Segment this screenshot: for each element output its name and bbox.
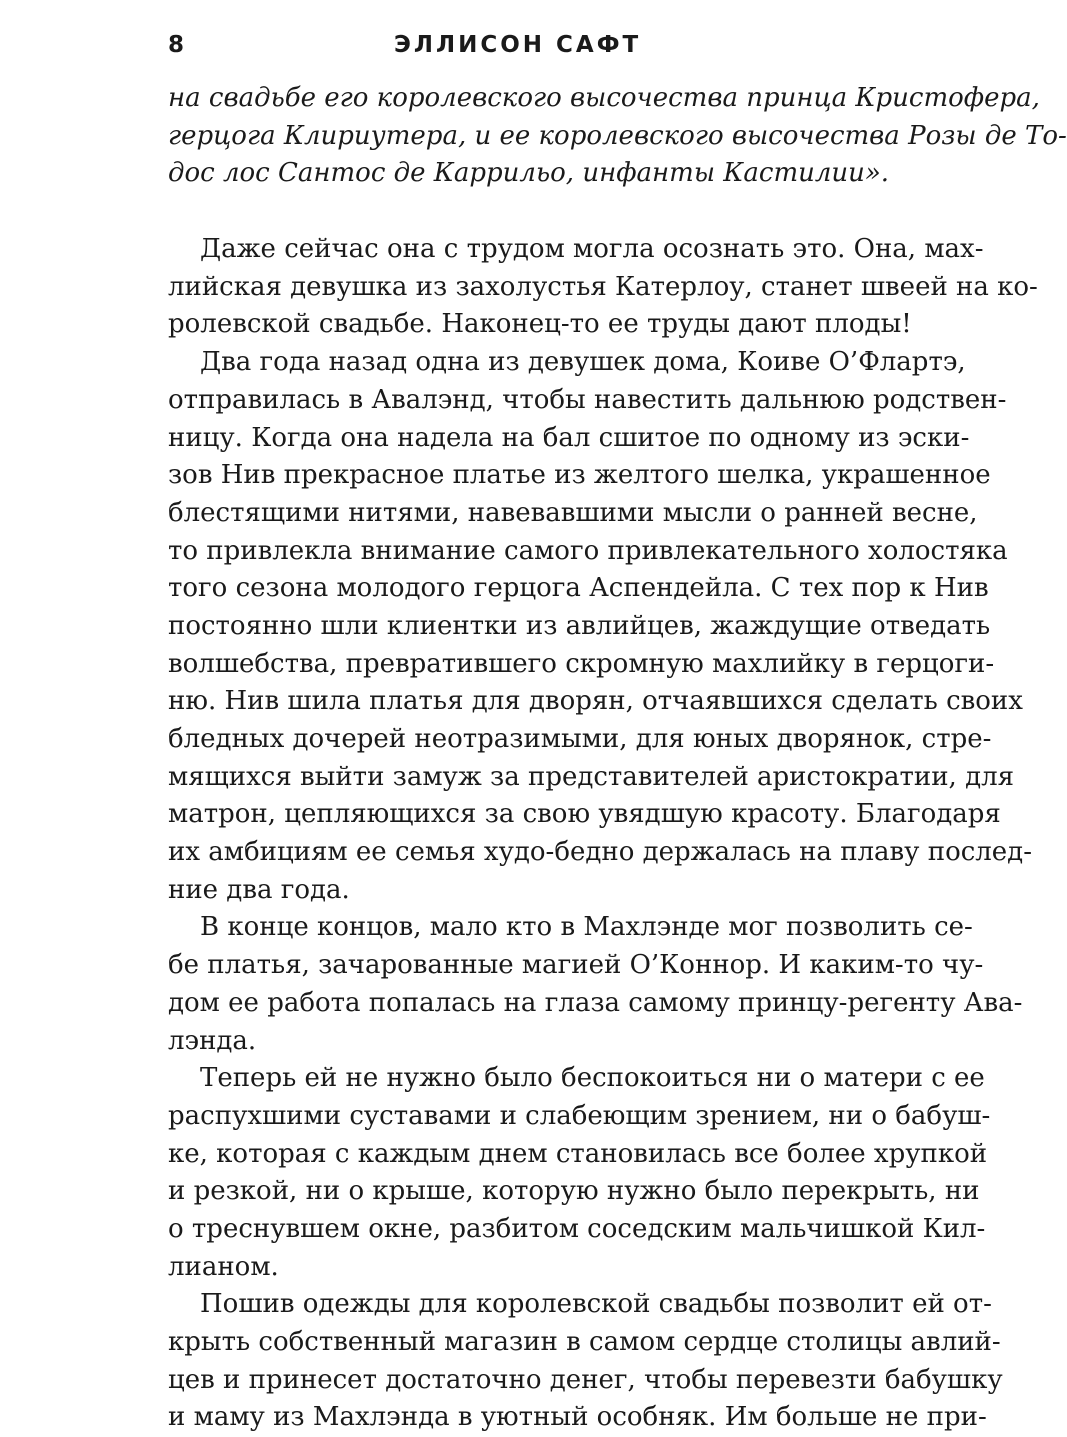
text-line: Теперь ей не нужно было беспокоиться ни о матери с ее: [200, 1063, 985, 1094]
text-line: и маму из Махлэнда в уютный особняк. Им больше не при-: [168, 1402, 987, 1433]
paragraph: [168, 909, 1023, 1060]
text-line: зов Нив прекрасное платье из желтого шелка, украшенное: [168, 460, 991, 491]
text-line: блестящими нитями, навевавшими мысли о ранней весне,: [168, 497, 978, 528]
paragraph: [168, 1060, 991, 1286]
section-gap: [168, 193, 798, 231]
paragraph: [168, 231, 1038, 344]
text-line: лийская девушка из захолустья Катерлоу, станет швеей на ко-: [168, 271, 1038, 302]
text-line: о треснувшем окне, разбитом соседским мальчишкой Кил-: [168, 1213, 986, 1244]
text-line: отправилась в Авалэнд, чтобы навестить дальнюю родствен-: [168, 384, 1007, 415]
text-line: мящихся выйти замуж за представителей аристократии, для: [168, 761, 1015, 792]
text-line: их амбициям ее семья худо-бедно держалась на плаву послед-: [168, 837, 1032, 868]
text-line: лэнда.: [168, 1025, 257, 1056]
text-line: и резкой, ни о крыше, которую нужно было перекрыть, ни: [168, 1176, 980, 1207]
text-line: матрон, цепляющихся за свою увядшую красоту. Благодаря: [168, 799, 1001, 830]
paragraph: [168, 344, 1032, 909]
text-line: ние два года.: [168, 874, 350, 905]
text-line: постоянно шли клиентки из авлийцев, жаждущие отведать: [168, 610, 991, 641]
quote-block: [168, 80, 1067, 193]
paragraphs: [168, 231, 1038, 1437]
text-line: того сезона молодого герцога Аспендейла. С тех пор к Нив: [168, 573, 989, 604]
text-line: цев и принесет достаточно денег, чтобы перевезти бабушку: [168, 1364, 1003, 1395]
text-line: ке, которая с каждым днем становилась все более хрупкой: [168, 1138, 988, 1169]
text-line: В конце концов, мало кто в Махлэнде мог позволить се-: [200, 912, 973, 943]
text-line: бледных дочерей неотразимыми, для юных дворянок, стре-: [168, 724, 992, 754]
text-line: распухшими суставами и слабеющим зрением, ни о бабуш-: [168, 1100, 991, 1131]
quote-line: дос лос Сантос де Каррильо, инфанты Кастилии».: [168, 158, 890, 189]
text-line: ню. Нив шила платья для дворян, отчаявшихся сделать своих: [168, 686, 1023, 717]
body-text: [168, 80, 1067, 1437]
text-line: лианом.: [168, 1251, 279, 1282]
paragraph: [168, 1286, 1003, 1437]
text-line: ницу. Когда она надела на бал сшитое по одному из эски-: [168, 422, 970, 453]
running-head: ЭЛЛИСОН САФТ: [394, 32, 642, 58]
text-line: дом ее работа попалась на глаза самому принцу-регенту Ава-: [168, 987, 1023, 1018]
text-line: бе платья, зачарованные магией О’Коннор. И каким-то чу-: [168, 950, 984, 981]
page-number: 8: [168, 32, 188, 58]
text-line: Пошив одежды для королевской свадьбы позволит ей от-: [200, 1289, 992, 1320]
text-line: Два года назад одна из девушек дома, Коиве О’Флартэ,: [200, 347, 966, 378]
text-line: то привлекла внимание самого привлекательного холостяка: [168, 535, 1008, 566]
text-line: крыть собственный магазин в самом сердце столицы авлий-: [168, 1327, 1001, 1357]
text-line: волшебства, превратившего скромную махлийку в герцоги-: [168, 648, 995, 679]
page-header: [168, 32, 798, 72]
quote-line: на свадьбе его королевского высочества принца Кристофера,: [168, 83, 1040, 113]
quote-line: герцога Клириутера, и ее королевского высочества Розы де То-: [168, 120, 1067, 151]
text-line: ролевской свадьбе. Наконец-то ее труды дают плоды!: [168, 309, 912, 340]
text-line: Даже сейчас она с трудом могла осознать это. Она, мах-: [200, 234, 984, 265]
